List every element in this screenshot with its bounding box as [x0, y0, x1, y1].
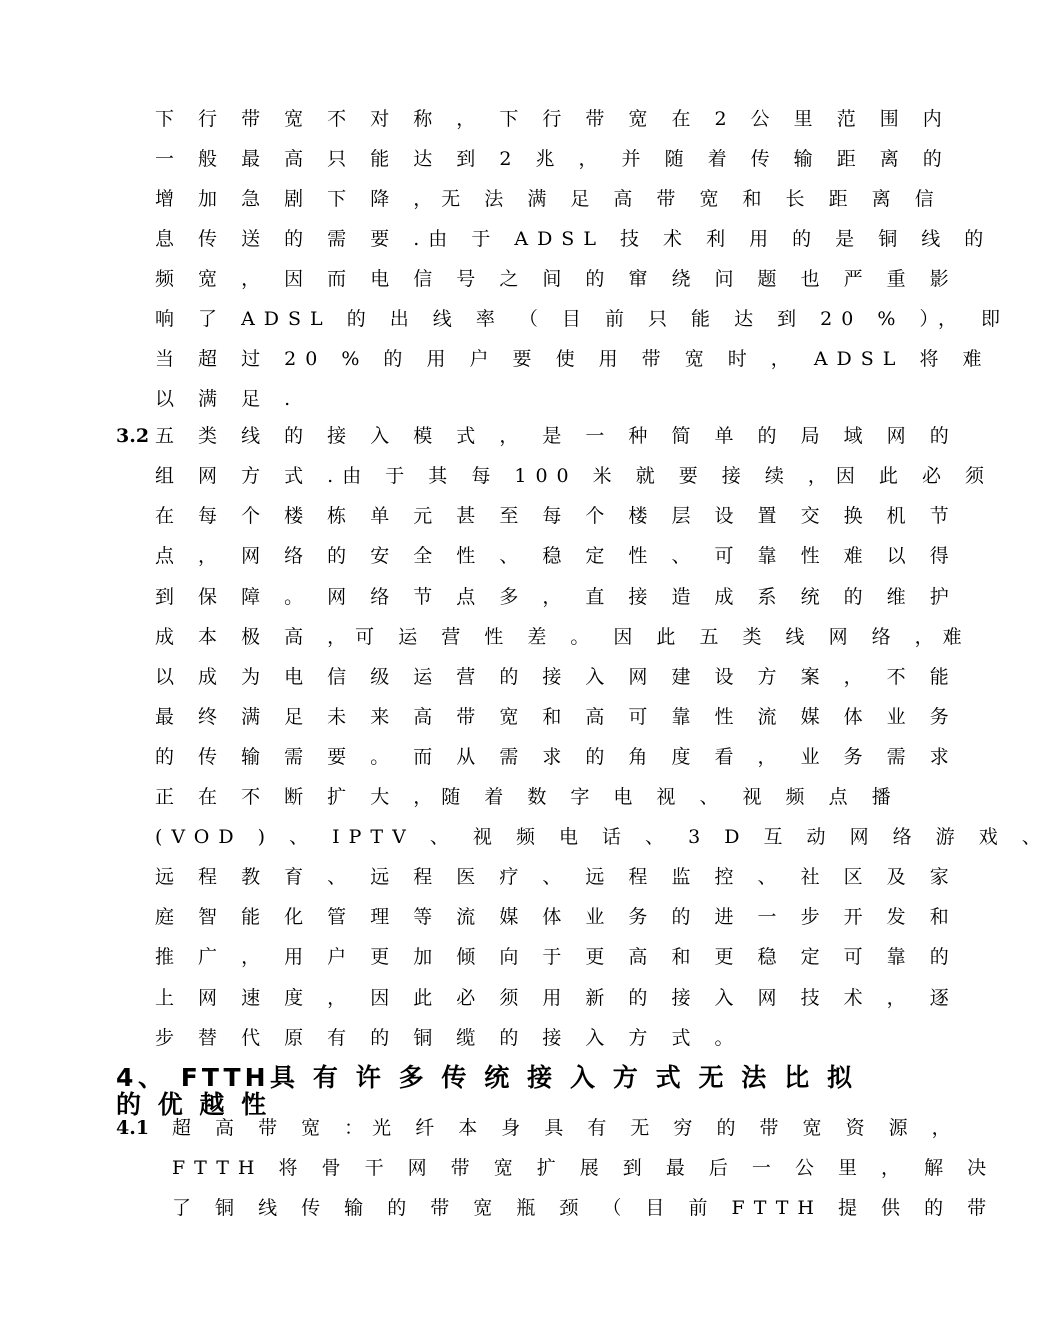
section-number: 3.2 — [116, 425, 150, 447]
paragraph-line: 五 类 线 的 接 入 模 式 ， 是 一 种 简 单 的 局 域 网 的 — [155, 425, 958, 447]
paragraph-line: 以 成 为 电 信 级 运 营 的 接 入 网 建 设 方 案 ， 不 能 — [155, 666, 958, 688]
paragraph-line: 响 了 ADSL 的 出 线 率 （ 目 前 只 能 达 到 20 % ）， 即 — [155, 308, 1009, 330]
paragraph-line: 上 网 速 度 ， 因 此 必 须 用 新 的 接 入 网 技 术 ， 逐 — [155, 987, 958, 1009]
paragraph-line: 一 般 最 高 只 能 达 到 2 兆 ， 并 随 着 传 输 距 离 的 — [155, 148, 951, 170]
paragraph-line: 远 程 教 育 、 远 程 医 疗 、 远 程 监 控 、 社 区 及 家 — [155, 866, 958, 888]
paragraph-line: 增 加 急 剧 下 降 ，无 法 满 足 高 带 宽 和 长 距 离 信 — [155, 188, 943, 210]
paragraph-line: 庭 智 能 化 管 理 等 流 媒 体 业 务 的 进 一 步 开 发 和 — [155, 906, 958, 928]
paragraph-line: (VOD ) 、 IPTV 、 视 频 电 话 、 3 D 互 动 网 络 游 戏 、 — [155, 826, 1050, 848]
paragraph-line: FTTH 将 骨 干 网 带 宽 扩 展 到 最 后 一 公 里 ， 解 决 — [172, 1157, 996, 1179]
paragraph-line: 以 满 足 . — [155, 388, 300, 410]
paragraph-line: 推 广 ， 用 户 更 加 倾 向 于 更 高 和 更 稳 定 可 靠 的 — [155, 946, 958, 968]
paragraph-line: 点 ， 网 络 的 安 全 性 、 稳 定 性 、 可 靠 性 难 以 得 — [155, 545, 958, 567]
paragraph-line: 最 终 满 足 未 来 高 带 宽 和 高 可 靠 性 流 媒 体 业 务 — [155, 706, 958, 728]
paragraph-line: 成 本 极 高 ，可 运 营 性 差 。 因 此 五 类 线 网 络 ，难 — [155, 626, 971, 648]
paragraph-line: 下 行 带 宽 不 对 称 ， 下 行 带 宽 在 2 公 里 范 围 内 — [155, 108, 951, 130]
paragraph-line: 频 宽 ， 因 而 电 信 号 之 间 的 窜 绕 问 题 也 严 重 影 — [155, 268, 958, 290]
paragraph-line: 正 在 不 断 扩 大 ，随 着 数 字 电 视 、 视 频 点 播 — [155, 786, 900, 808]
paragraph-line: 息 传 送 的 需 要 .由 于 ADSL 技 术 利 用 的 是 铜 线 的 — [155, 228, 993, 250]
section-number: 4.1 — [116, 1117, 150, 1139]
paragraph-line: 的 传 输 需 要 。 而 从 需 求 的 角 度 看 ， 业 务 需 求 — [155, 746, 958, 768]
section-4-heading: 4、 FTTH具 有 许 多 传 统 接 入 方 式 无 法 比 拟 的 优 越 性 — [116, 1063, 856, 1119]
paragraph-line: 到 保 障 。 网 络 节 点 多 ， 直 接 造 成 系 统 的 维 护 — [155, 586, 958, 608]
paragraph-line: 在 每 个 楼 栋 单 元 甚 至 每 个 楼 层 设 置 交 换 机 节 — [155, 505, 958, 527]
paragraph-line: 超 高 带 宽 ：光 纤 本 身 具 有 无 穷 的 带 宽 资 源 ， — [172, 1117, 960, 1139]
paragraph-line: 了 铜 线 传 输 的 带 宽 瓶 颈 （ 目 前 FTTH 提 供 的 带 — [172, 1197, 996, 1219]
paragraph-line: 组 网 方 式 .由 于 其 每 100 米 就 要 接 续 ，因 此 必 须 — [155, 465, 993, 487]
paragraph-line: 步 替 代 原 有 的 铜 缆 的 接 入 方 式 。 — [155, 1027, 743, 1049]
paragraph-line: 当 超 过 20 % 的 用 户 要 使 用 带 宽 时 ， ADSL 将 难 — [155, 348, 991, 370]
